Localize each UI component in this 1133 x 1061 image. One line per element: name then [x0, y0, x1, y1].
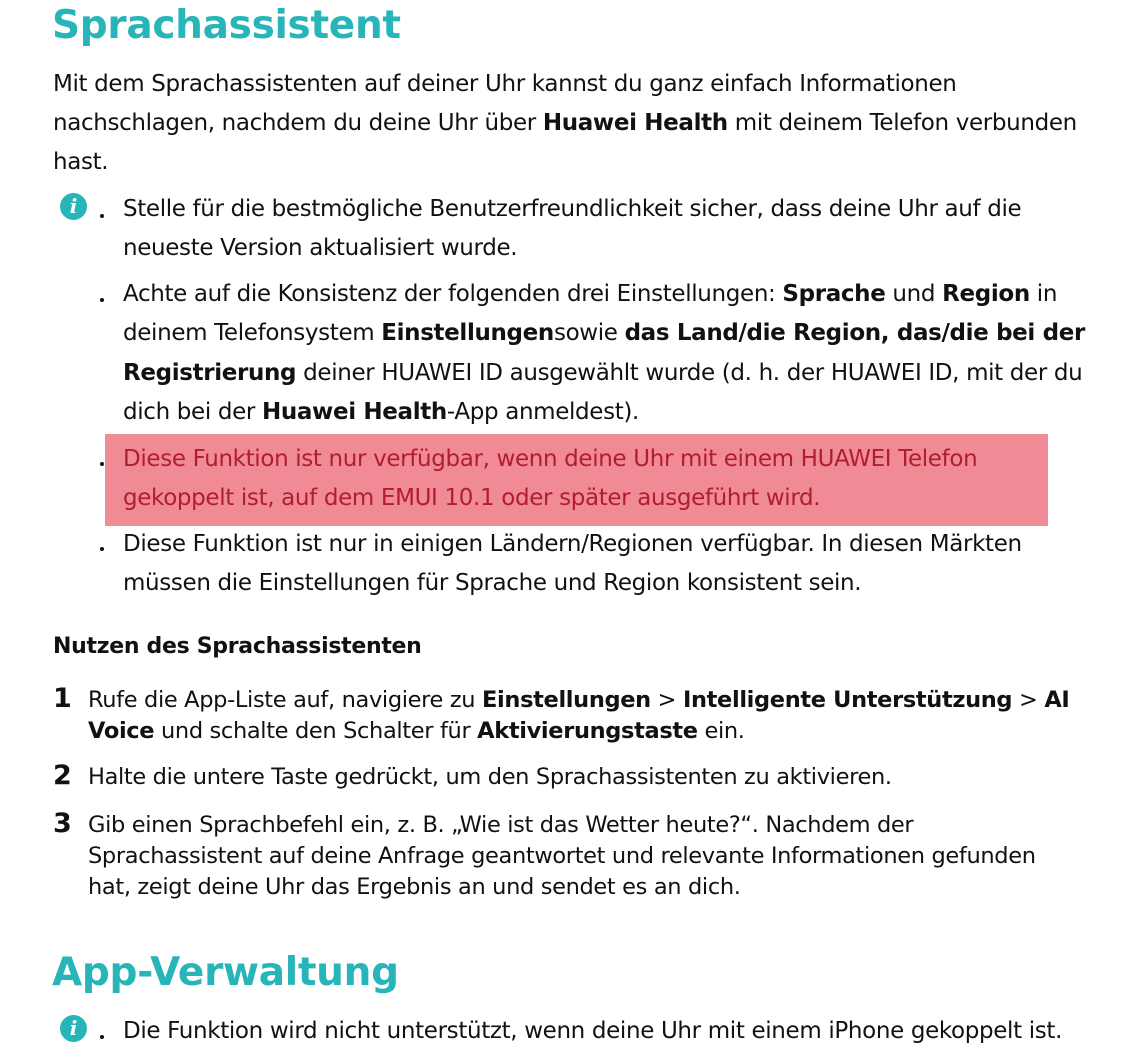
step-text: >: [1012, 687, 1045, 713]
note-3-line-1: Diese Funktion ist nur verfügbar, wenn deine Uhr mit einem HUAWEI Telefon: [123, 446, 978, 472]
note-text: deinem Telefonsystem: [123, 320, 382, 346]
note-text: sowie: [553, 320, 625, 346]
note-text: und: [885, 281, 943, 307]
info-icon: i: [60, 1015, 87, 1042]
region-bold: Region: [942, 281, 1030, 307]
huawei-health-bold: Huawei Health: [261, 399, 447, 425]
step-text: >: [650, 687, 683, 713]
note-text: Achte auf die Konsistenz der folgenden drei Einstellungen:: [123, 281, 783, 307]
step-3-line-2: Sprachassistent auf deine Anfrage geantwortet und relevante Informationen gefunden: [88, 843, 1036, 869]
note-2-line-1: [123, 275, 1057, 314]
step-number: 1: [53, 683, 72, 714]
note-2-line-3: [123, 354, 1082, 393]
intelligente-unterstuetzung-bold: Intelligente Unterstützung: [682, 687, 1013, 713]
bullet: [100, 298, 104, 302]
note-4-line-1: Diese Funktion ist nur in einigen Ländern/Regionen verfügbar. In diesen Märkten: [123, 531, 1022, 557]
ai-bold: AI: [1044, 687, 1070, 713]
step-text: und schalte den Schalter für: [154, 718, 478, 744]
note-text: deiner HUAWEI ID ausgewählt wurde (d. h. der HUAWEI ID, mit der du: [296, 360, 1083, 386]
land-region-bold: das Land/die Region, das/die bei der: [624, 320, 1085, 346]
intro-line-2: [53, 104, 1077, 143]
subheading: Nutzen des Sprachassistenten: [53, 634, 422, 659]
note-app-verwaltung: Die Funktion wird nicht unterstützt, wenn deine Uhr mit einem iPhone gekoppelt ist.: [123, 1018, 1063, 1044]
step-2-line-1: Halte die untere Taste gedrückt, um den Sprachassistenten zu aktivieren.: [88, 764, 892, 790]
note-2-line-4: [123, 393, 639, 432]
step-text: Rufe die App-Liste auf, navigiere zu: [88, 687, 483, 713]
einstellungen-bold: Einstellungen: [482, 687, 651, 713]
step-1-line-1: [88, 685, 1069, 716]
bullet: [100, 547, 104, 551]
voice-bold: Voice: [88, 718, 155, 744]
note-text: -App anmeldest).: [446, 399, 639, 425]
step-3-line-3: hat, zeigt deine Uhr das Ergebnis an und sendet es an dich.: [88, 874, 741, 900]
info-icon: i: [60, 193, 87, 220]
note-4-line-2: müssen die Einstellungen für Sprache und Region konsistent sein.: [123, 570, 862, 596]
intro-text: nachschlagen, nachdem du deine Uhr über: [53, 110, 543, 136]
bullet: [100, 214, 104, 218]
sprache-bold: Sprache: [782, 281, 886, 307]
intro-line-1: Mit dem Sprachassistenten auf deiner Uhr kannst du ganz einfach Informationen: [53, 71, 957, 97]
step-1-line-2: [88, 716, 745, 747]
huawei-health-bold: Huawei Health: [542, 110, 728, 136]
section-title-app-verwaltung: App-Verwaltung: [52, 950, 399, 995]
bullet: [100, 462, 104, 466]
step-3-line-1: Gib einen Sprachbefehl ein, z. B. „Wie ist das Wetter heute?“. Nachdem der: [88, 812, 914, 838]
note-2-line-2: [123, 314, 1085, 353]
bullet: [100, 1035, 104, 1039]
registrierung-bold: Registrierung: [123, 360, 297, 386]
note-text: in: [1029, 281, 1058, 307]
step-text: ein.: [697, 718, 745, 744]
intro-line-3: hast.: [53, 149, 109, 175]
note-1-line-2: neueste Version aktualisiert wurde.: [123, 235, 518, 261]
aktivierungstaste-bold: Aktivierungstaste: [477, 718, 698, 744]
note-1-line-1: Stelle für die bestmögliche Benutzerfreundlichkeit sicher, dass deine Uhr auf die: [123, 196, 1022, 222]
note-3-line-2: gekoppelt ist, auf dem EMUI 10.1 oder später ausgeführt wird.: [123, 485, 821, 511]
section-title-sprachassistent: Sprachassistent: [52, 3, 401, 48]
intro-text: mit deinem Telefon verbunden: [727, 110, 1077, 136]
step-number: 2: [53, 760, 72, 791]
step-number: 3: [53, 808, 72, 839]
note-text: dich bei der: [123, 399, 262, 425]
einstellungen-bold: Einstellungen: [381, 320, 554, 346]
